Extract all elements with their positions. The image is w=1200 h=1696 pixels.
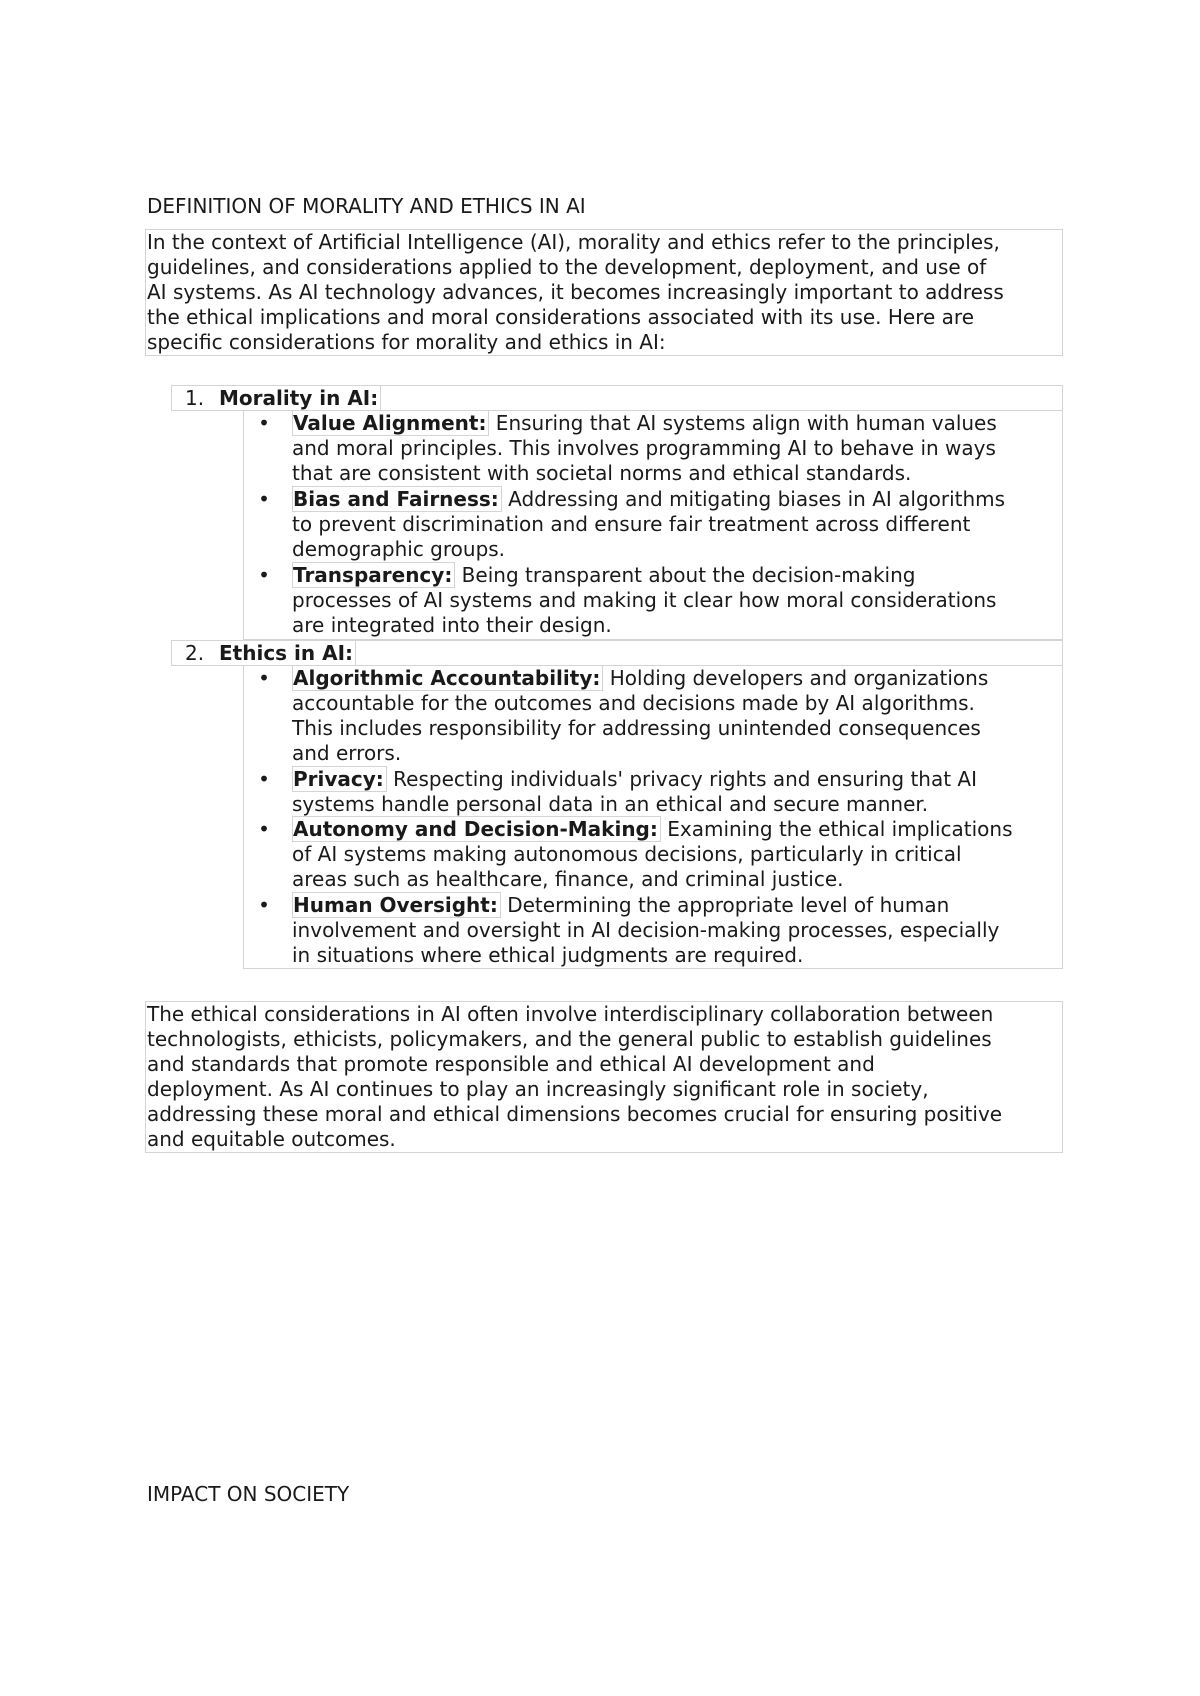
numbered-heading-label: Morality in AI:: [219, 386, 381, 410]
item-text: Ensuring that AI systems align with human values: [489, 411, 997, 435]
section-heading-impact: IMPACT ON SOCIETY: [147, 1482, 350, 1506]
bullet-icon: •: [258, 767, 270, 791]
intro-line: specific considerations for morality and ethics in AI:: [147, 330, 666, 354]
bullet-icon: •: [258, 666, 270, 690]
item-text: in situations where ethical judgments are required.: [292, 943, 804, 967]
bullet-icon: •: [258, 487, 270, 511]
item-text: that are consistent with societal norms and ethical standards.: [292, 461, 912, 485]
item-term: Value Alignment:: [292, 410, 489, 436]
section-heading-definition: DEFINITION OF MORALITY AND ETHICS IN AI: [147, 194, 586, 218]
item-text: Determining the appropriate level of human: [500, 893, 950, 917]
bullet-icon: •: [258, 411, 270, 435]
intro-line: In the context of Artificial Intelligence (AI), morality and ethics refer to the principles,: [147, 230, 1000, 254]
intro-line: AI systems. As AI technology advances, it becomes increasingly important to address: [147, 280, 1004, 304]
item-text: and moral principles. This involves programming AI to behave in ways: [292, 436, 996, 460]
item-text: Examining the ethical implications: [660, 817, 1013, 841]
item-term: Bias and Fairness:: [292, 486, 502, 512]
item-text: are integrated into their design.: [292, 613, 612, 637]
item-text: accountable for the outcomes and decisions made by AI algorithms.: [292, 691, 975, 715]
item-text: of AI systems making autonomous decisions, particularly in critical: [292, 842, 962, 866]
item-text: systems handle personal data in an ethical and secure manner.: [292, 792, 929, 816]
outro-line: addressing these moral and ethical dimensions becomes crucial for ensuring positive: [147, 1102, 1003, 1126]
outro-line: The ethical considerations in AI often involve interdisciplinary collaboration between: [147, 1002, 994, 1026]
intro-line: guidelines, and considerations applied to the development, deployment, and use of: [147, 255, 987, 279]
closing-paragraph: [145, 1001, 1063, 1153]
item-text: and errors.: [292, 741, 402, 765]
outro-line: and equitable outcomes.: [147, 1127, 396, 1151]
bullet-list-morality: [243, 411, 1063, 640]
numbered-heading-ethics: [171, 640, 1063, 666]
item-text: Respecting individuals' privacy rights and ensuring that AI: [386, 767, 977, 791]
item-text: areas such as healthcare, finance, and criminal justice.: [292, 867, 844, 891]
item-term: Algorithmic Accountability:: [292, 665, 603, 691]
item-term: Transparency:: [292, 562, 455, 588]
item-text: processes of AI systems and making it clear how moral considerations: [292, 588, 997, 612]
item-term: Human Oversight:: [292, 892, 501, 918]
item-text: to prevent discrimination and ensure fair treatment across different: [292, 512, 971, 536]
intro-line: the ethical implications and moral considerations associated with its use. Here are: [147, 305, 975, 329]
list-number: 1.: [185, 386, 205, 410]
numbered-heading-label: Ethics in AI:: [219, 641, 356, 665]
item-text: demographic groups.: [292, 537, 506, 561]
bullet-icon: •: [258, 563, 270, 587]
outro-line: deployment. As AI continues to play an increasingly significant role in society,: [147, 1077, 929, 1101]
outro-line: technologists, ethicists, policymakers, and the general public to establish guidelines: [147, 1027, 992, 1051]
item-text: Being transparent about the decision-making: [455, 563, 916, 587]
bullet-icon: •: [258, 893, 270, 917]
item-text: This includes responsibility for addressing unintended consequences: [292, 716, 981, 740]
item-text: Addressing and mitigating biases in AI algorithms: [501, 487, 1006, 511]
list-number: 2.: [185, 641, 205, 665]
numbered-heading-morality: [171, 385, 1063, 411]
item-term: Privacy:: [292, 766, 387, 792]
bullet-icon: •: [258, 817, 270, 841]
item-text: Holding developers and organizations: [603, 666, 989, 690]
intro-paragraph: [145, 229, 1063, 356]
outro-line: and standards that promote responsible and ethical AI development and: [147, 1052, 875, 1076]
item-term: Autonomy and Decision-Making:: [292, 816, 661, 842]
item-text: involvement and oversight in AI decision-making processes, especially: [292, 918, 1000, 942]
bullet-list-ethics: [243, 666, 1063, 969]
